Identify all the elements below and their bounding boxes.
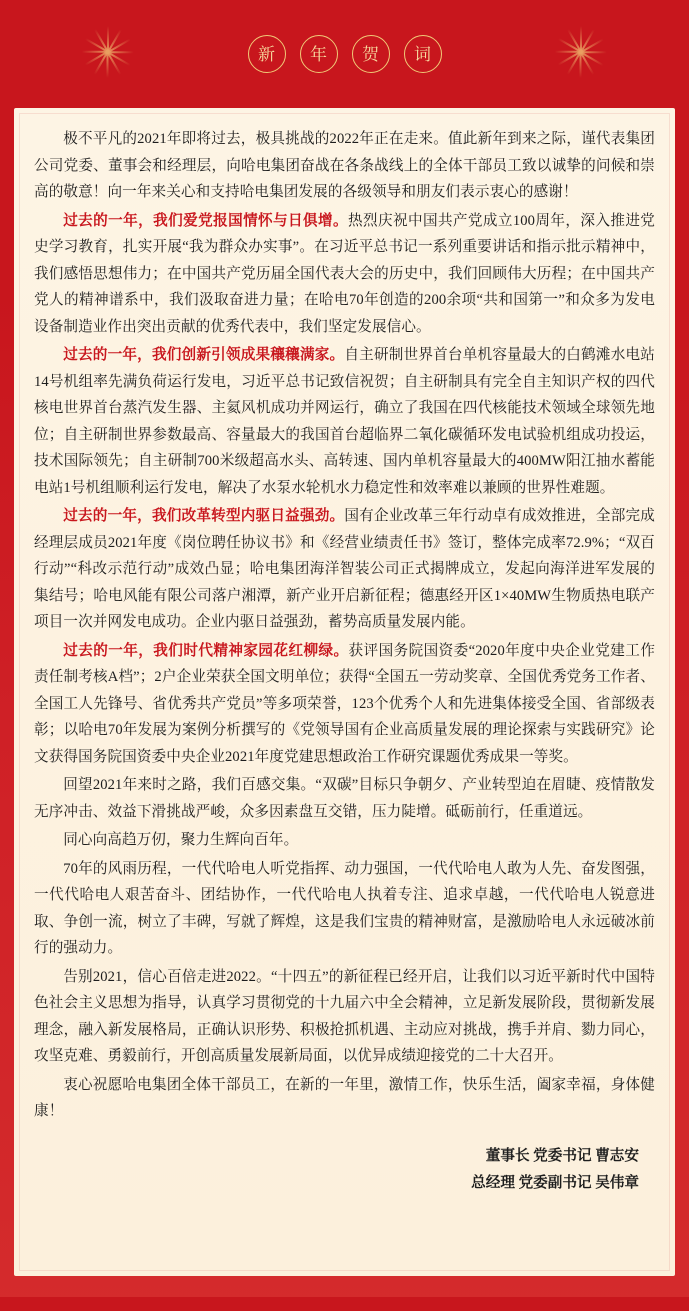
paragraph-text: 国有企业改革三年行动卓有成效推进，全部完成经理层成员2021年度《岗位聘任协议书》和《经营业绩责任书》签订，整体完成率72.9%；“双百行动”“科改示范行动”成效凸显；哈电集团海洋智装公司正式揭牌成立，发起向海洋进军发展的集结号；哈电风能有限公司落户湘潭，新产业开启新征程；德惠经开区1×40MW生物质热电联产项目一次并网发电成功。企业内驱日益强劲，蓄势高质量发展内能。 [34,508,655,630]
paragraph-lead: 过去的一年，我们改革转型内驱日益强劲。 [63,508,345,524]
paragraph-text: 热烈庆祝中国共产党成立100周年，深入推进党史学习教育，扎实开展“我为群众办实事”。在习近平总书记一系列重要讲话和指示批示精神中，我们感悟思想伟力；在中国共产党历届全国代表大会的历史中，我们回顾伟大历程；在中国共产党人的精神谱系中，我们汲取奋进力量；在哈电70年创造的200余项“共和国第一”和众多为发电设备制造业作出突出贡献的优秀代表中，我们坚定发展信心。 [34,212,655,335]
seal-char-2: 年 [300,35,338,73]
paragraph-text: 衷心祝愿哈电集团全体干部员工，在新的一年里，激情工作，快乐生活，阖家幸福，身体健康！ [34,1076,655,1119]
seal-char-1: 新 [248,35,286,73]
paragraph-text: 自主研制世界首台单机容量最大的白鹤滩水电站14号机组率先满负荷运行发电，习近平总书记致信祝贺；自主研制具有完全自主知识产权的四代核电世界首台蒸汽发生器、主氦风机成功并网运行，确立了我国在四代核能技术领域全球领先地位；自主研制世界参数最高、容量最大的我国首台超临界二氧化碳循环发电试验机组成功投运，技术国际领先；自主研制700米级超高水头、高转速、国内单机容量最大的400MW阳江抽水蓄能电站1号机组顺利运行发电，解决了水泵水轮机水力稳定性和效率难以兼顾的世界性难题。 [34,347,655,496]
paragraph-text: 极不平凡的2021年即将过去，极具挑战的2022年正在走来。值此新年到来之际，谨代表集团公司党委、董事会和经理层，向哈电集团奋战在各条战线上的全体干部员工致以诚挚的问候和崇高的敬意！向一年来关心和支持哈电集团发展的各级领导和朋友们表示衷心的感谢！ [34,131,655,200]
paragraph-3 [34,342,655,501]
seal-char-3: 贺 [352,35,390,73]
paragraph-lead: 过去的一年，我们时代精神家园花红柳绿。 [63,642,349,659]
seal-char-4: 词 [404,35,442,73]
paragraph-8 [34,856,655,962]
signature-block [34,1143,655,1197]
paragraph-lead: 过去的一年，我们爱党报国情怀与日俱增。 [63,212,348,229]
paragraph-6 [34,772,655,825]
paragraph-5 [34,638,655,771]
signature-line-2: 总经理 党委副书记 吴伟章 [471,1174,639,1191]
paragraph-10 [34,1072,655,1125]
paragraph-4 [34,503,655,636]
bottom-border [0,1297,689,1311]
paragraph-1 [34,126,655,206]
poster-title-seals [0,0,689,108]
paragraph-text: 回望2021年来时之路，我们百感交集。“双碳”目标只争朝夕、产业转型迫在眉睫、疫情散发无序冲击、效益下滑挑战严峻，众多因素盘互交错，压力陡增。砥砺前行，任重道远。 [34,777,655,820]
signature-line-1: 董事长 党委书记 曹志安 [485,1147,639,1164]
paragraph-text: 70年的风雨历程，一代代哈电人听党指挥、动力强国，一代代哈电人敢为人先、奋发图强，一代代哈电人艰苦奋斗、团结协作，一代代哈电人执着专注、追求卓越，一代代哈电人锐意进取、争创一流，树立了丰碑，写就了辉煌，这是我们宝贵的精神财富，是激励哈电人永远破冰前行的强动力。 [34,860,655,956]
paragraph-7 [34,827,655,854]
paragraph-lead: 过去的一年，我们创新引领成果穰穰满家。 [63,347,345,363]
paragraph-text: 同心向高趋万仞，聚力生辉向百年。 [63,832,299,848]
paragraph-text: 获评国务院国资委“2020年度中央企业党建工作责任制考核A档”；2户企业荣获全国文明单位；获得“全国五一劳动奖章、全国优秀党务工作者、全国工人先锋号、省优秀共产党员”等多项荣誉，123个优秀个人和先进集体接受全国、省部级表彰；以哈电70年发展为案例分析撰写的《党领导国有企业高质量发展的理论探索与实践研究》论文获得国务院国资委中央企业2021年度党建思想政治工作研究课题优秀成果一等奖。 [34,642,656,765]
letter-body-card [14,108,675,1276]
paragraph-9 [34,964,655,1070]
paragraph-text: 告别2021，信心百倍走进2022。“十四五”的新征程已经开启，让我们以习近平新时代中国特色社会主义思想为指导，认真学习贯彻党的十九届六中全会精神，立足新发展阶段，贯彻新发展理念，融入新发展格局，正确认识形势、积极抢抓机遇、主动应对挑战，携手并肩、勠力同心，攻坚克难、勇毅前行，开创高质量发展新局面，以优异成绩迎接党的二十大召开。 [34,968,655,1064]
paragraph-2 [34,208,655,341]
